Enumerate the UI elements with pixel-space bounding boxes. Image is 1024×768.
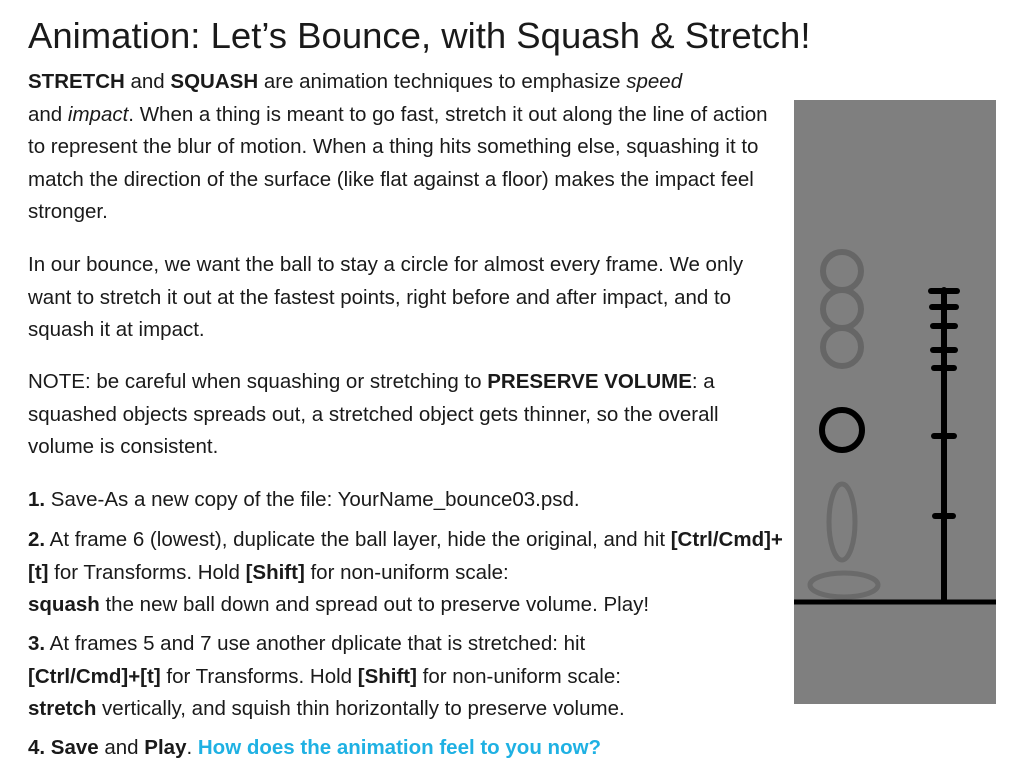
note-paragraph [28, 366, 788, 464]
intro-text: and [28, 102, 68, 126]
step-text: for Transforms. Hold [160, 664, 358, 688]
intro-text: are animation techniques to emphasize [258, 70, 627, 93]
step-text: . [186, 736, 198, 759]
intro-paragraph [28, 66, 788, 229]
step-text: Save-As a new copy of the file: YourName_bounce03.psd. [45, 488, 580, 511]
step-text: At frame 6 (lowest), duplicate the ball layer, hide the original, and hit [45, 528, 671, 551]
intro-text: and [124, 70, 171, 93]
shortcut-key: [Ctrl/Cmd]+[t] [28, 528, 783, 584]
animation-question: How does the animation feel to you now? [197, 736, 602, 759]
step-4 [28, 732, 788, 765]
intro-text: . When a thing is meant to go fast, stretch it out along the line of action to represent the blur of motion. When a thing hits something else, squashing it to match the direction of the surface (like flat against a floor) makes the impact feel stronger. [28, 102, 768, 223]
step-1 [28, 484, 788, 517]
step-text: for non-uniform scale: [416, 664, 621, 688]
ball-ghost-2 [823, 290, 861, 328]
ball-squashed [810, 573, 878, 597]
shortcut-key: [Ctrl/Cmd]+[t] [28, 664, 161, 688]
ball-ghost-3 [823, 328, 861, 366]
note-text: : a squashed objects spreads out, a stretched object gets thinner, so the overall volume is consistent. [28, 370, 719, 458]
step-number: 3. [28, 632, 46, 655]
step-number: 1. [28, 488, 46, 511]
shortcut-key: [Shift] [245, 560, 305, 584]
squash-term: SQUASH [170, 70, 259, 93]
step-number: 2. [28, 528, 46, 551]
stretch-keyword: stretch [28, 697, 97, 720]
bounce-diagram [794, 100, 996, 704]
play-keyword: Play [144, 736, 187, 759]
step-text: the new ball down and spread out to preserve volume. Play! [99, 593, 650, 616]
step-3 [28, 628, 788, 726]
ball-stretched [829, 484, 855, 560]
preserve-volume-term: PRESERVE VOLUME [487, 370, 692, 393]
bounce-paragraph: In our bounce, we want the ball to stay a circle for almost every frame. We only want to stretch it out at the fastest points, right before and after impact, and to squash it at impact. [28, 253, 744, 341]
step-text: vertically, and squish thin horizontally to preserve volume. [96, 697, 625, 720]
ball-ghost-1 [823, 252, 861, 290]
step-text: and [98, 736, 145, 759]
impact-term: impact [67, 102, 129, 126]
slide-title: Animation: Let’s Bounce, with Squash & Stretch! [28, 15, 811, 56]
step-text: At frames 5 and 7 use another dplicate that is stretched: hit [45, 632, 586, 655]
squash-keyword: squash [28, 593, 100, 616]
stretch-term: STRETCH [28, 70, 125, 93]
step-2 [28, 524, 788, 622]
step-text: for Transforms. Hold [48, 560, 246, 584]
bounce-illustration [794, 100, 996, 704]
shortcut-key: [Shift] [357, 664, 417, 688]
step-text: for non-uniform scale: [304, 560, 509, 584]
note-text: NOTE: be careful when squashing or stretching to [28, 370, 488, 393]
step-number: 4. [28, 736, 46, 759]
speed-term: speed [626, 70, 683, 93]
ball-circle [822, 410, 862, 450]
save-keyword: Save [45, 736, 99, 759]
